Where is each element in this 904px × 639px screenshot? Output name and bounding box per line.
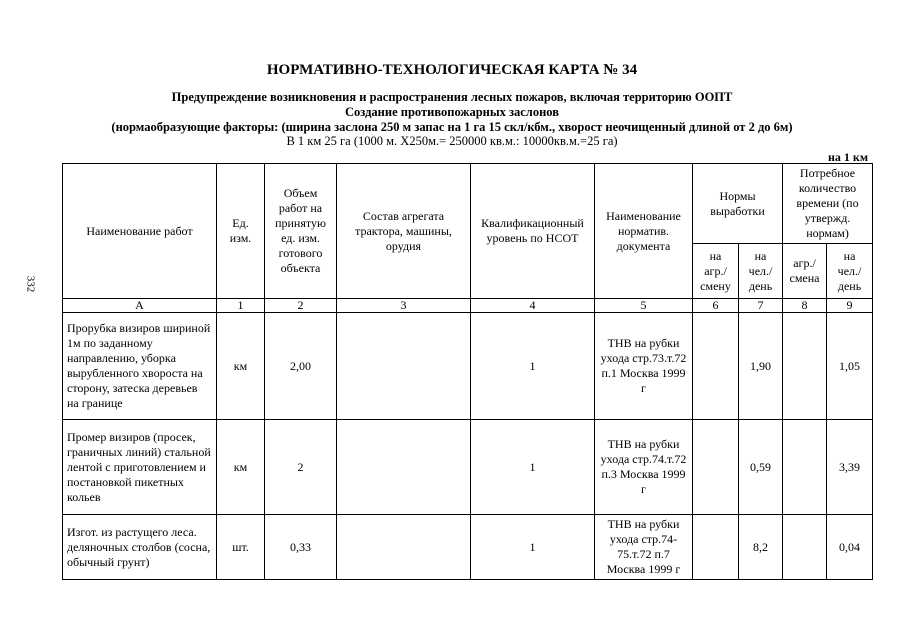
column-number: 3 [337, 299, 471, 313]
subtitle-4: В 1 км 25 га (1000 м. Х250м.= 250000 кв.м.: 10000кв.м.=25 га) [286, 134, 618, 148]
column-number: 1 [217, 299, 265, 313]
table-row [63, 313, 873, 420]
column-number: 8 [783, 299, 827, 313]
cell-qualification: 1 [471, 313, 595, 420]
cell-document: ТНВ на рубки ухода стр.74.т.72 п.3 Москва 1999 г [595, 420, 693, 515]
column-number: 6 [693, 299, 739, 313]
header-person-day: на чел./ день [827, 244, 873, 299]
header-per-person-day: на чел./ день [739, 244, 783, 299]
subtitle-1: Предупреждение возникновения и распространения лесных пожаров, включая территорию ООПТ [171, 90, 733, 104]
header-volume: Объем работ на принятую ед. изм. готового объекта [265, 164, 337, 299]
header-per-agr-shift: на агр./ смену [693, 244, 739, 299]
cell-time-person: 3,39 [827, 420, 873, 515]
unit-note: на 1 км [827, 150, 868, 164]
cell-time-person: 0,04 [827, 515, 873, 580]
cell-time-agr [783, 420, 827, 515]
subtitle-3: (нормаобразующие факторы: (ширина заслона 250 м запас на 1 га 15 скл/кбм., хворост неочищенный длиной от 2 до 6м) [111, 120, 793, 134]
cell-work-name: Промер визиров (просек, граничных линий) стальной лентой с приготовлением и постановкой пикетных кольев [63, 420, 217, 515]
cell-volume: 2,00 [265, 313, 337, 420]
header-work-name: Наименование работ [63, 164, 217, 299]
cell-norm-person: 0,59 [739, 420, 783, 515]
header-document: Наименование норматив. документа [595, 164, 693, 299]
cell-aggregate [337, 313, 471, 420]
cell-qualification: 1 [471, 420, 595, 515]
column-number: 2 [265, 299, 337, 313]
norms-table [62, 163, 873, 580]
cell-unit: км [217, 313, 265, 420]
cell-aggregate [337, 420, 471, 515]
cell-unit: шт. [217, 515, 265, 580]
cell-unit: км [217, 420, 265, 515]
cell-qualification: 1 [471, 515, 595, 580]
header-time: Потребное количество времени (по утвержд. нормам) [783, 164, 873, 244]
header-agr-shift: агр./ смена [783, 244, 827, 299]
cell-norm-person: 1,90 [739, 313, 783, 420]
cell-time-agr [783, 515, 827, 580]
cell-work-name: Прорубка визиров шириной 1м по заданному направлению, уборка вырубленного хвороста на сторону, затеска деревьев на границе [63, 313, 217, 420]
cell-volume: 2 [265, 420, 337, 515]
column-number: 4 [471, 299, 595, 313]
cell-aggregate [337, 515, 471, 580]
column-number: 7 [739, 299, 783, 313]
cell-document: ТНВ на рубки ухода стр.74-75.т.72 п.7 Москва 1999 г [595, 515, 693, 580]
table-row [63, 515, 873, 580]
cell-time-person: 1,05 [827, 313, 873, 420]
header-unit: Ед. изм. [217, 164, 265, 299]
column-number: 9 [827, 299, 873, 313]
cell-norm-agr [693, 313, 739, 420]
header-qualification: Квалификационный уровень по НСОТ [471, 164, 595, 299]
column-number: А [63, 299, 217, 313]
page-title: НОРМАТИВНО-ТЕХНОЛОГИЧЕСКАЯ КАРТА № 34 [266, 62, 638, 78]
cell-document: ТНВ на рубки ухода стр.73.т.72 п.1 Москва 1999 г [595, 313, 693, 420]
cell-norm-agr [693, 420, 739, 515]
cell-volume: 0,33 [265, 515, 337, 580]
page-number: 332 [24, 275, 37, 293]
column-number: 5 [595, 299, 693, 313]
cell-time-agr [783, 313, 827, 420]
header-norms: Нормы выработки [693, 164, 783, 244]
cell-norm-person: 8,2 [739, 515, 783, 580]
cell-work-name: Изгот. из растущего леса. деляночных столбов (сосна, обычный грунт) [63, 515, 217, 580]
cell-norm-agr [693, 515, 739, 580]
table-row [63, 420, 873, 515]
subtitle-2: Создание противопожарных заслонов [345, 105, 559, 119]
header-aggregate: Состав агрегата трактора, машины, орудия [337, 164, 471, 299]
